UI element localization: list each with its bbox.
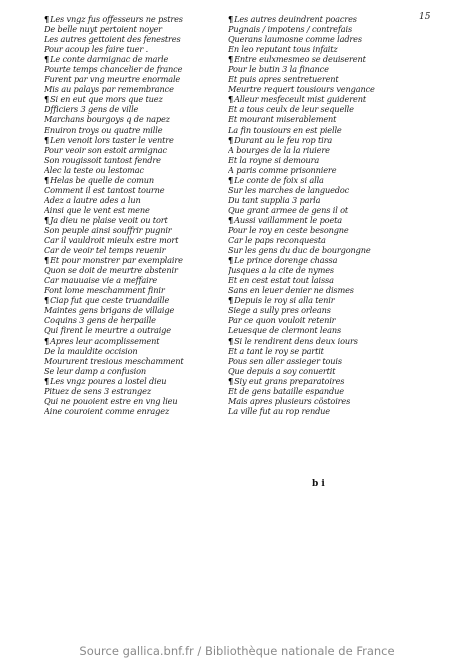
verse-line [44, 366, 209, 376]
verse-line [44, 64, 209, 74]
verse-text: Depuis le roy si alla tenir [234, 295, 335, 306]
verse-line [44, 285, 209, 295]
verse-line [228, 295, 393, 305]
verse-text: Len venoit lors taster le ventre [50, 134, 174, 145]
pilcrow-mark: ¶ [44, 54, 50, 65]
verse-text: Durant au le feu rop tira [234, 134, 333, 145]
verse-text: Adez a lautre ades a lun [44, 194, 141, 205]
verse-text: Quon se doit de meurtre abstenir [44, 265, 178, 276]
verse-line [44, 255, 209, 265]
verse-text: Aine couroient comme enragez [44, 405, 170, 416]
verse-line [44, 346, 209, 356]
verse-text: Que depuis a soy conuertit [228, 365, 336, 376]
verse-line [44, 205, 209, 215]
verse-line [228, 346, 393, 356]
verse-text: Car le paps reconquesta [228, 235, 326, 246]
verse-text: Aussi vaillamment le poeta [234, 214, 343, 225]
verse-line [228, 84, 393, 94]
verse-line [44, 325, 209, 335]
verse-line [228, 255, 393, 265]
verse-text: Pour veoir son estoit armignac [44, 144, 167, 155]
verse-text: Ainsi que le vent est mene [44, 204, 150, 215]
verse-text: Sans en leuer denier ne dismes [228, 285, 354, 296]
pilcrow-mark: ¶ [228, 295, 234, 306]
verse-line [228, 205, 393, 215]
verse-line [44, 94, 209, 104]
verse-text: Pour le roy en ceste besongne [228, 224, 349, 235]
verse-line [228, 325, 393, 335]
verse-text: Ja dieu ne plaise veoit ou tort [50, 214, 168, 225]
verse-text: Le prince dorenge chassa [234, 255, 338, 266]
verse-line [228, 396, 393, 406]
verse-line [228, 386, 393, 396]
verse-line [228, 315, 393, 325]
verse-line [228, 366, 393, 376]
verse-text: Enuiron troys ou quatre mille [44, 124, 163, 135]
verse-text: Par ce quon vouloit retenir [228, 315, 336, 326]
verse-line [44, 175, 209, 185]
verse-line [44, 145, 209, 155]
verse-text: Marchans bourgoys q de napez [44, 114, 170, 125]
right-verse-column [228, 14, 393, 416]
verse-line [228, 125, 393, 135]
verse-line [228, 185, 393, 195]
verse-line [44, 386, 209, 396]
verse-line [44, 195, 209, 205]
verse-line [44, 14, 209, 24]
pilcrow-mark: ¶ [44, 214, 50, 225]
verse-text: Entre eulxmesmeo se deuiserent [234, 54, 366, 65]
left-verse-column [44, 14, 209, 416]
verse-line [228, 104, 393, 114]
verse-line [228, 245, 393, 255]
verse-line [44, 315, 209, 325]
verse-line [228, 305, 393, 315]
pilcrow-mark: ¶ [44, 134, 50, 145]
verse-line [44, 114, 209, 124]
verse-text: Si en eut que mors que tuez [50, 94, 163, 105]
verse-text: Querans laumosne comme ladres [228, 34, 362, 45]
verse-line [228, 74, 393, 84]
verse-line [44, 34, 209, 44]
verse-line [44, 215, 209, 225]
verse-text: Son rougissoit tantost fendre [44, 154, 161, 165]
pilcrow-mark: ¶ [228, 375, 234, 386]
verse-line [228, 275, 393, 285]
verse-text: Qui firent le meurtre a outraige [44, 325, 171, 336]
verse-text: Pugnais / impotens / contrefais [228, 24, 353, 35]
verse-text: Se leur damp a confusion [44, 365, 147, 376]
verse-text: De la mauldite occision [44, 345, 138, 356]
pilcrow-mark: ¶ [228, 214, 234, 225]
verse-text: Et a tous ceulx de leur sequelle [228, 104, 354, 115]
verse-line [228, 94, 393, 104]
verse-text: Les vngz fus offesseurs ne pstres [50, 14, 183, 24]
verse-text: Siy eut grans preparatoires [234, 375, 345, 386]
verse-line [44, 275, 209, 285]
verse-text: Pour le butin 3 la finance [228, 64, 329, 75]
verse-text: Furent par vng meurtre enormale [44, 74, 181, 85]
verse-line [228, 235, 393, 245]
pilcrow-mark: ¶ [228, 174, 234, 185]
verse-text: En leo reputant tous infaitz [228, 44, 338, 55]
verse-line [44, 336, 209, 346]
verse-line [44, 295, 209, 305]
verse-text: La ville fut au rop rendue [228, 405, 330, 416]
verse-text: Son peuple ainsi souffrir pugnir [44, 224, 172, 235]
verse-text: La fin tousiours en est pielle [228, 124, 342, 135]
pilcrow-mark: ¶ [44, 14, 50, 24]
verse-line [228, 285, 393, 295]
verse-text: Le conte de foix si alla [234, 174, 324, 185]
pilcrow-mark: ¶ [44, 174, 50, 185]
verse-text: Meurtre requert tousiours vengance [228, 84, 375, 95]
verse-text: Pour acoup les faire tuer . [44, 44, 149, 55]
verse-line [228, 195, 393, 205]
verse-text: De belle nuyt pertoient noyer [44, 24, 162, 35]
verse-text: Et de gens bataille espandue [228, 385, 344, 396]
verse-line [228, 336, 393, 346]
verse-text: Si le rendirent dens deux iours [234, 335, 358, 346]
verse-line [228, 135, 393, 145]
verse-text: Les autres gettoient des fenestres [44, 34, 181, 45]
verse-line [228, 376, 393, 386]
verse-line [44, 356, 209, 366]
pilcrow-mark: ¶ [228, 335, 234, 346]
verse-line [44, 396, 209, 406]
verse-line [44, 406, 209, 416]
verse-text: Moururent tresious meschamment [44, 355, 184, 366]
verse-text: A bourges de la la riuiere [228, 144, 330, 155]
verse-text: Le conte darmignac de marle [50, 54, 169, 65]
verse-line [44, 44, 209, 54]
verse-text: Dfficiers 3 gens de ville [44, 104, 139, 115]
pilcrow-mark: ¶ [228, 255, 234, 266]
verse-text: Pourte temps chancelier de france [44, 64, 183, 75]
verse-line [44, 235, 209, 245]
verse-text: Sur les marches de languedoc [228, 184, 350, 195]
verse-text: Les autres deuindrent poacres [234, 14, 357, 24]
verse-text: Que grant armee de gens il ot [228, 204, 349, 215]
verse-line [44, 265, 209, 275]
verse-line [44, 155, 209, 165]
pilcrow-mark: ¶ [44, 295, 50, 306]
verse-line [44, 84, 209, 94]
pilcrow-mark: ¶ [44, 375, 50, 386]
pilcrow-mark: ¶ [228, 14, 234, 24]
verse-line [44, 305, 209, 315]
verse-text: Car de veoir tel temps reuenir [44, 245, 166, 256]
verse-text: Ciap fut que ceste truandaille [50, 295, 170, 306]
pilcrow-mark: ¶ [44, 335, 50, 346]
verse-text: Car mauuaise vie a meffaire [44, 275, 158, 286]
verse-line [44, 185, 209, 195]
pilcrow-mark: ¶ [44, 94, 50, 105]
verse-text: Apres leur acomplissement [50, 335, 160, 346]
verse-line [44, 104, 209, 114]
verse-text: Comment il est tantost tourne [44, 184, 165, 195]
verse-line [228, 155, 393, 165]
verse-line [44, 225, 209, 235]
verse-text: Du tant supplia 3 parla [228, 194, 321, 205]
verse-text: Alleur mesfeceult mist guiderent [234, 94, 366, 105]
verse-line [44, 376, 209, 386]
verse-text: Et pour monstrer par exemplaire [50, 255, 183, 266]
verse-text: Mais apres plusieurs cöstoires [228, 395, 351, 406]
verse-line [228, 356, 393, 366]
verse-text: Siege a sully pres orleans [228, 305, 331, 316]
folio-number: 15 [419, 12, 431, 22]
verse-line [44, 135, 209, 145]
verse-text: Et puis apres sentretuerent [228, 74, 339, 85]
verse-text: Alec la teste ou lestomac [44, 164, 144, 175]
verse-line [228, 34, 393, 44]
verse-text: A paris comme prisonniere [228, 164, 337, 175]
verse-text: Maintes gens brigans de villaige [44, 305, 175, 316]
verse-line [228, 54, 393, 64]
verse-line [228, 265, 393, 275]
pilcrow-mark: ¶ [228, 54, 234, 65]
verse-text: Car il vauldroit mieulx estre mort [44, 235, 179, 246]
verse-text: Pous sen aller assieger touis [228, 355, 342, 366]
verse-text: Coquins 3 gens de herpaille [44, 315, 156, 326]
printer-signature: b i [312, 479, 325, 489]
pilcrow-mark: ¶ [44, 255, 50, 266]
verse-line [44, 245, 209, 255]
verse-line [44, 165, 209, 175]
verse-line [228, 24, 393, 34]
verse-text: Et mourant miserablement [228, 114, 337, 125]
verse-line [44, 125, 209, 135]
source-attribution: Source gallica.bnf.fr / Bibliothèque nationale de France [79, 644, 395, 658]
verse-line [228, 14, 393, 24]
verse-text: Les vngz poures a lostel dieu [50, 375, 167, 386]
verse-line [228, 165, 393, 175]
verse-text: Sur les gens du duc de bourgongne [228, 245, 371, 256]
verse-text: Et a tant le roy se partit [228, 345, 324, 356]
verse-line [228, 44, 393, 54]
verse-text: Jusques a la cite de nymes [228, 265, 334, 276]
verse-text: Et en cest estat tout laissa [228, 275, 334, 286]
verse-line [228, 145, 393, 155]
verse-line [228, 406, 393, 416]
pilcrow-mark: ¶ [228, 94, 234, 105]
verse-text: Et la royne si demoura [228, 154, 320, 165]
verse-line [228, 175, 393, 185]
verse-line [228, 215, 393, 225]
verse-text: Qui ne pouoient estre en vng lieu [44, 395, 178, 406]
verse-line [228, 64, 393, 74]
verse-text: Mis au palays par remembrance [44, 84, 174, 95]
verse-line [228, 225, 393, 235]
verse-text: Helas be quelle de comun [50, 174, 154, 185]
verse-text: Leuesque de clermont leans [228, 325, 341, 336]
verse-line [44, 24, 209, 34]
verse-line [228, 114, 393, 124]
verse-line [44, 74, 209, 84]
verse-line [44, 54, 209, 64]
verse-text: Font lome meschamment finir [44, 285, 165, 296]
verse-text: Pituez de sens 3 estrangez [44, 385, 151, 396]
pilcrow-mark: ¶ [228, 134, 234, 145]
